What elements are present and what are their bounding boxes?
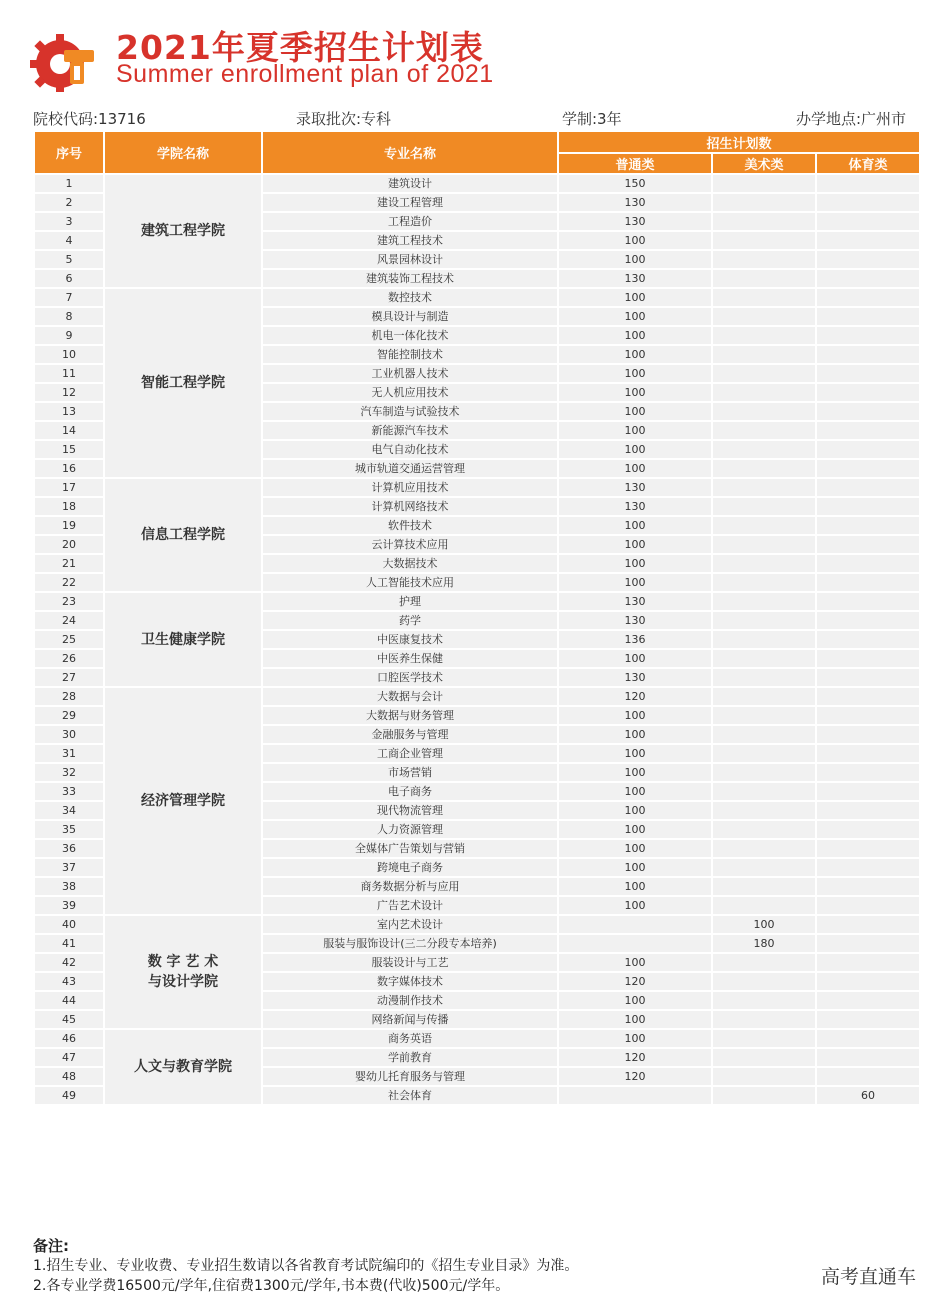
row-number: 4 [34,231,104,250]
table-row [34,915,920,934]
general-count: 120 [558,1048,712,1067]
major-name: 电子商务 [262,782,558,801]
major-name: 新能源汽车技术 [262,421,558,440]
major-name: 大数据与财务管理 [262,706,558,725]
sports-count [816,459,920,478]
art-count [712,1086,816,1105]
major-name: 电气自动化技术 [262,440,558,459]
general-count: 120 [558,687,712,706]
row-number: 32 [34,763,104,782]
general-count: 100 [558,991,712,1010]
art-count [712,174,816,193]
row-number: 9 [34,326,104,345]
major-name: 动漫制作技术 [262,991,558,1010]
major-name: 计算机网络技术 [262,497,558,516]
general-count: 100 [558,554,712,573]
general-count: 150 [558,174,712,193]
art-count [712,516,816,535]
general-count: 100 [558,421,712,440]
art-count [712,839,816,858]
school-code: 院校代码:13716 [33,110,146,128]
major-name: 商务英语 [262,1029,558,1048]
major-name: 全媒体广告策划与营销 [262,839,558,858]
notes-line-2: 2.各专业学费16500元/学年,住宿费1300元/学年,书本费(代收)500元/学年。 [33,1278,510,1294]
major-name: 大数据与会计 [262,687,558,706]
major-name: 建设工程管理 [262,193,558,212]
row-number: 8 [34,307,104,326]
sports-count [816,839,920,858]
general-count: 100 [558,763,712,782]
row-number: 42 [34,953,104,972]
major-name: 计算机应用技术 [262,478,558,497]
major-name: 建筑工程技术 [262,231,558,250]
major-name: 服装与服饰设计(三二分段专本培养) [262,934,558,953]
row-number: 22 [34,573,104,592]
major-name: 中医养生保健 [262,649,558,668]
major-name: 工程造价 [262,212,558,231]
sports-count [816,858,920,877]
general-count: 100 [558,744,712,763]
major-name: 室内艺术设计 [262,915,558,934]
major-name: 服装设计与工艺 [262,953,558,972]
college-name: 信息工程学院 [104,478,262,592]
sports-count [816,288,920,307]
row-number: 33 [34,782,104,801]
art-count [712,782,816,801]
art-count [712,649,816,668]
page-subtitle: Summer enrollment plan of 2021 [116,60,494,88]
art-count [712,288,816,307]
row-number: 43 [34,972,104,991]
sports-count [816,763,920,782]
row-number: 40 [34,915,104,934]
row-number: 10 [34,345,104,364]
row-number: 49 [34,1086,104,1105]
sports-count [816,725,920,744]
row-number: 6 [34,269,104,288]
row-number: 21 [34,554,104,573]
general-count: 130 [558,212,712,231]
art-count [712,972,816,991]
college-name: 人文与教育学院 [104,1029,262,1105]
sports-count [816,896,920,915]
general-count: 100 [558,858,712,877]
sports-count [816,307,920,326]
college-name: 数 字 艺 术 与设计学院 [104,915,262,1029]
row-number: 28 [34,687,104,706]
school-logo [30,32,102,92]
admission-batch: 录取批次:专科 [296,110,392,128]
general-count: 130 [558,478,712,497]
row-number: 19 [34,516,104,535]
general-count [558,915,712,934]
row-number: 45 [34,1010,104,1029]
sports-count [816,250,920,269]
row-number: 14 [34,421,104,440]
general-count [558,934,712,953]
general-count: 100 [558,573,712,592]
sports-count [816,478,920,497]
art-count [712,1010,816,1029]
row-number: 3 [34,212,104,231]
art-count [712,459,816,478]
row-number: 25 [34,630,104,649]
row-number: 13 [34,402,104,421]
sports-count [816,1010,920,1029]
art-count [712,250,816,269]
general-count: 130 [558,611,712,630]
row-number: 7 [34,288,104,307]
art-count [712,193,816,212]
art-count [712,364,816,383]
general-count: 130 [558,497,712,516]
general-count: 136 [558,630,712,649]
major-name: 护理 [262,592,558,611]
sports-count [816,744,920,763]
general-count: 100 [558,706,712,725]
art-count [712,706,816,725]
row-number: 30 [34,725,104,744]
row-number: 29 [34,706,104,725]
sports-count [816,611,920,630]
row-number: 44 [34,991,104,1010]
sports-count [816,972,920,991]
sports-count [816,326,920,345]
school-location: 办学地点:广州市 [796,110,907,128]
sports-count [816,915,920,934]
major-name: 智能控制技术 [262,345,558,364]
general-count: 100 [558,345,712,364]
major-name: 婴幼儿托育服务与管理 [262,1067,558,1086]
art-count [712,877,816,896]
sports-count [816,212,920,231]
major-name: 市场营销 [262,763,558,782]
row-number: 15 [34,440,104,459]
page-title: 2021年夏季招生计划表 [116,28,484,67]
sports-count [816,706,920,725]
art-count [712,307,816,326]
major-name: 人工智能技术应用 [262,573,558,592]
row-number: 46 [34,1029,104,1048]
row-number: 24 [34,611,104,630]
sports-count [816,687,920,706]
general-count: 100 [558,1029,712,1048]
art-count [712,687,816,706]
row-number: 39 [34,896,104,915]
sports-count: 60 [816,1086,920,1105]
row-number: 38 [34,877,104,896]
general-count: 130 [558,668,712,687]
sports-count [816,193,920,212]
major-name: 跨境电子商务 [262,858,558,877]
major-name: 中医康复技术 [262,630,558,649]
art-count [712,611,816,630]
major-name: 口腔医学技术 [262,668,558,687]
general-count: 100 [558,839,712,858]
study-duration: 学制:3年 [562,110,622,128]
sports-count [816,630,920,649]
sports-count [816,801,920,820]
header-sports: 体育类 [816,153,920,174]
art-count [712,269,816,288]
row-number: 23 [34,592,104,611]
art-count [712,212,816,231]
general-count: 100 [558,1010,712,1029]
table-row [34,288,920,307]
general-count: 130 [558,592,712,611]
general-count: 100 [558,725,712,744]
major-name: 网络新闻与传播 [262,1010,558,1029]
row-number: 11 [34,364,104,383]
art-count [712,554,816,573]
art-count [712,383,816,402]
row-number: 5 [34,250,104,269]
art-count: 100 [712,915,816,934]
sports-count [816,421,920,440]
college-name: 建筑工程学院 [104,174,262,288]
major-name: 风景园林设计 [262,250,558,269]
table-row [34,687,920,706]
general-count: 100 [558,307,712,326]
table-row [34,592,920,611]
major-name: 云计算技术应用 [262,535,558,554]
art-count [712,896,816,915]
sports-count [816,364,920,383]
sports-count [816,231,920,250]
art-count [712,725,816,744]
major-name: 建筑装饰工程技术 [262,269,558,288]
general-count: 130 [558,193,712,212]
general-count: 100 [558,364,712,383]
major-name: 金融服务与管理 [262,725,558,744]
row-number: 47 [34,1048,104,1067]
art-count: 180 [712,934,816,953]
art-count [712,801,816,820]
sports-count [816,877,920,896]
general-count: 100 [558,440,712,459]
row-number: 48 [34,1067,104,1086]
major-name: 商务数据分析与应用 [262,877,558,896]
table-row [34,478,920,497]
sports-count [816,554,920,573]
general-count: 100 [558,877,712,896]
major-name: 城市轨道交通运营管理 [262,459,558,478]
general-count: 100 [558,782,712,801]
college-name: 智能工程学院 [104,288,262,478]
row-number: 1 [34,174,104,193]
row-number: 26 [34,649,104,668]
major-name: 汽车制造与试验技术 [262,402,558,421]
table-row [34,174,920,193]
art-count [712,402,816,421]
art-count [712,991,816,1010]
row-number: 18 [34,497,104,516]
major-name: 机电一体化技术 [262,326,558,345]
row-number: 31 [34,744,104,763]
row-number: 27 [34,668,104,687]
row-number: 20 [34,535,104,554]
general-count: 120 [558,1067,712,1086]
general-count: 100 [558,231,712,250]
sports-count [816,383,920,402]
general-count: 130 [558,269,712,288]
row-number: 34 [34,801,104,820]
general-count: 100 [558,326,712,345]
sports-count [816,174,920,193]
major-name: 工业机器人技术 [262,364,558,383]
sports-count [816,1048,920,1067]
general-count: 100 [558,535,712,554]
major-name: 人力资源管理 [262,820,558,839]
art-count [712,668,816,687]
sports-count [816,402,920,421]
art-count [712,1067,816,1086]
sports-count [816,649,920,668]
art-count [712,1048,816,1067]
notes-title: 备注: [33,1237,69,1255]
sports-count [816,497,920,516]
header-art: 美术类 [712,153,816,174]
row-number: 2 [34,193,104,212]
major-name: 建筑设计 [262,174,558,193]
header-plan: 招生计划数 [558,131,920,153]
major-name: 广告艺术设计 [262,896,558,915]
art-count [712,953,816,972]
sports-count [816,953,920,972]
general-count: 100 [558,402,712,421]
general-count: 100 [558,250,712,269]
general-count: 100 [558,953,712,972]
header-no: 序号 [34,131,104,174]
major-name: 软件技术 [262,516,558,535]
art-count [712,630,816,649]
art-count [712,440,816,459]
header-major: 专业名称 [262,131,558,174]
art-count [712,421,816,440]
major-name: 数控技术 [262,288,558,307]
college-name: 经济管理学院 [104,687,262,915]
row-number: 12 [34,383,104,402]
general-count: 100 [558,459,712,478]
row-number: 37 [34,858,104,877]
art-count [712,497,816,516]
general-count [558,1086,712,1105]
sports-count [816,535,920,554]
row-number: 17 [34,478,104,497]
header-college: 学院名称 [104,131,262,174]
art-count [712,820,816,839]
table-row [34,1029,920,1048]
sports-count [816,934,920,953]
general-count: 100 [558,383,712,402]
art-count [712,231,816,250]
general-count: 100 [558,288,712,307]
art-count [712,326,816,345]
general-count: 100 [558,516,712,535]
sports-count [816,1067,920,1086]
general-count: 100 [558,801,712,820]
general-count: 100 [558,896,712,915]
sports-count [816,820,920,839]
art-count [712,345,816,364]
major-name: 模具设计与制造 [262,307,558,326]
row-number: 16 [34,459,104,478]
art-count [712,573,816,592]
sports-count [816,345,920,364]
row-number: 35 [34,820,104,839]
sports-count [816,668,920,687]
general-count: 120 [558,972,712,991]
major-name: 数字媒体技术 [262,972,558,991]
art-count [712,763,816,782]
general-count: 100 [558,649,712,668]
major-name: 社会体育 [262,1086,558,1105]
major-name: 工商企业管理 [262,744,558,763]
sports-count [816,269,920,288]
college-name: 卫生健康学院 [104,592,262,687]
major-name: 无人机应用技术 [262,383,558,402]
row-number: 36 [34,839,104,858]
major-name: 现代物流管理 [262,801,558,820]
major-name: 大数据技术 [262,554,558,573]
art-count [712,478,816,497]
watermark: 高考直通车 [820,1266,916,1288]
header-general: 普通类 [558,153,712,174]
art-count [712,535,816,554]
sports-count [816,440,920,459]
art-count [712,858,816,877]
notes-line-1: 1.招生专业、专业收费、专业招生数请以各省教育考试院编印的《招生专业目录》为准。 [33,1258,579,1274]
sports-count [816,516,920,535]
sports-count [816,991,920,1010]
sports-count [816,1029,920,1048]
sports-count [816,592,920,611]
major-name: 学前教育 [262,1048,558,1067]
sports-count [816,573,920,592]
notes [33,1236,578,1296]
art-count [712,592,816,611]
row-number: 41 [34,934,104,953]
sports-count [816,782,920,801]
major-name: 药学 [262,611,558,630]
enrollment-table [33,130,919,1106]
art-count [712,744,816,763]
general-count: 100 [558,820,712,839]
art-count [712,1029,816,1048]
